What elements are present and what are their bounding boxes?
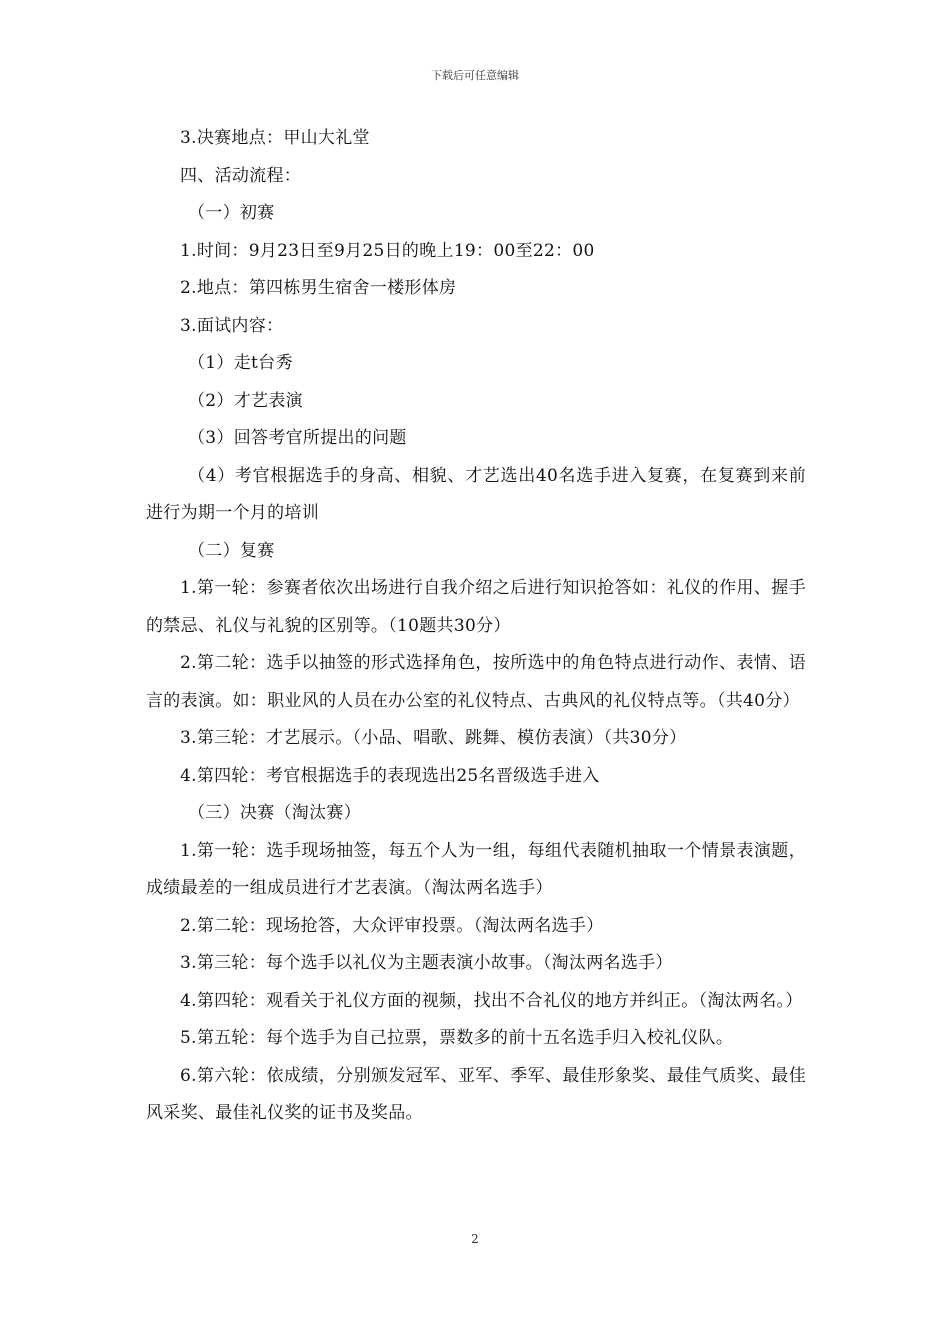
paragraph: （2）才艺表演 xyxy=(188,390,303,411)
page-header: 下载后可任意编辑 xyxy=(431,69,519,82)
paragraph: 2.地点：第四栋男生宿舍一楼形体房 xyxy=(180,278,457,298)
document-body xyxy=(146,120,806,1133)
page-number: 2 xyxy=(471,1232,479,1246)
paragraph: 2.第二轮：现场抢答，大众评审投票。（淘汰两名选手） xyxy=(180,915,604,936)
paragraph: （1）走t台秀 xyxy=(188,353,293,373)
paragraph: 2.第二轮：选手以抽签的形式选择角色，按所选中的角色特点进行动作、表情、语言的表演。如：职业风的人员在办公室的礼仪特点、古典风的礼仪特点等。（共40分） xyxy=(146,653,806,711)
paragraph: （二）复赛 xyxy=(188,540,275,561)
paragraph: （3）回答考官所提出的问题 xyxy=(188,428,407,448)
paragraph: 1.第一轮：参赛者依次出场进行自我介绍之后进行知识抢答如：礼仪的作用、握手的禁忌、礼仪与礼貌的区别等。（10题共30分） xyxy=(146,578,806,636)
paragraph: 5.第五轮：每个选手为自己拉票，票数多的前十五名选手归入校礼仪队。 xyxy=(180,1028,734,1048)
paragraph: 4.第四轮：观看关于礼仪方面的视频，找出不合礼仪的地方并纠正。（淘汰两名。） xyxy=(180,990,803,1011)
paragraph: 3.决赛地点：甲山大礼堂 xyxy=(180,128,370,148)
paragraph: 3.第三轮：每个选手以礼仪为主题表演小故事。（淘汰两名选手） xyxy=(180,953,673,973)
paragraph: （4）考官根据选手的身高、相貌、才艺选出40名选手进入复赛，在复赛到来前进行为期一个月的培训 xyxy=(146,465,806,523)
paragraph: （三）决赛（淘汰赛） xyxy=(188,803,361,823)
paragraph: 四、活动流程： xyxy=(180,165,302,186)
paragraph: 1.时间：9月23日至9月25日的晚上19：00至22：00 xyxy=(180,240,595,261)
paragraph: 3.面试内容： xyxy=(180,315,284,336)
paragraph: （一）初赛 xyxy=(188,203,275,223)
paragraph: 1.第一轮：选手现场抽签，每五个人为一组，每组代表随机抽取一个情景表演题，成绩最差的一组成员进行才艺表演。（淘汰两名选手） xyxy=(146,840,806,898)
paragraph: 3.第三轮：才艺展示。（小品、唱歌、跳舞、模仿表演）（共30分） xyxy=(180,728,687,748)
paragraph: 6.第六轮：依成绩，分别颁发冠军、亚军、季军、最佳形象奖、最佳气质奖、最佳风采奖、最佳礼仪奖的证书及奖品。 xyxy=(146,1065,806,1123)
paragraph: 4.第四轮：考官根据选手的表现选出25名晋级选手进入 xyxy=(180,765,600,786)
